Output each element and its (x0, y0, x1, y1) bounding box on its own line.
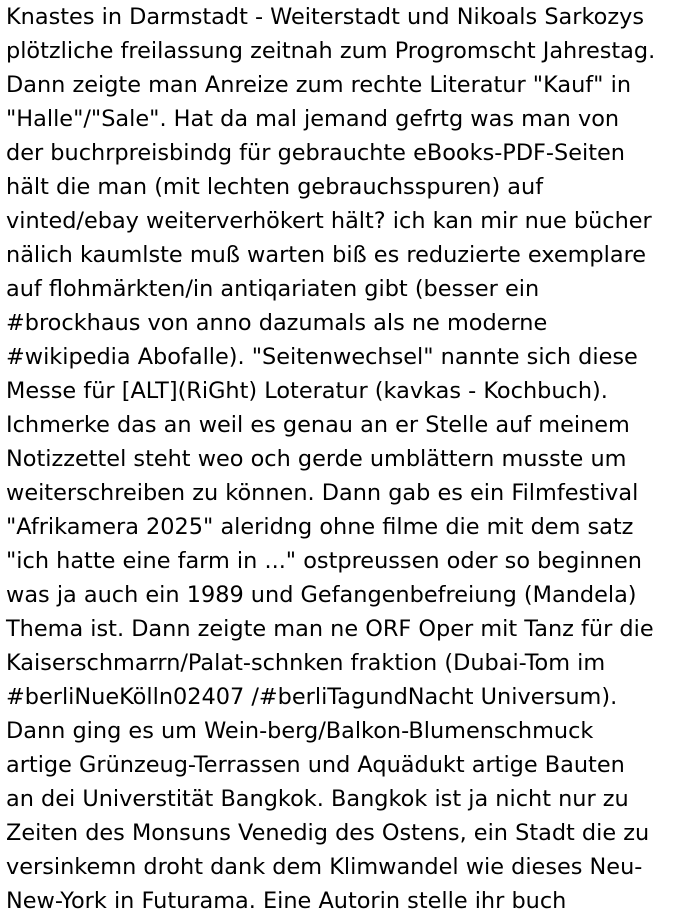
text-line: Dann ging es um Wein-berg/Balkon-Blumenschmuck (6, 718, 594, 744)
text-line: hält die man (mit lechten gebrauchsspuren) auf (6, 174, 544, 200)
text-line: der buchrpreisbindg für gebrauchte eBooks-PDF-Seiten (6, 140, 625, 166)
text-line: #berliNueKölln02407 /#berliTagundNacht Universum). (6, 684, 618, 710)
document-text (6, 0, 684, 918)
text-line: auf flohmärkten/in antiqariaten gibt (besser ein (6, 276, 540, 302)
text-line: New-York in Futurama. Eine Autorin stelle ihr buch (6, 888, 567, 914)
text-line: was ja auch ein 1989 und Gefangenbefreiung (Mandela) (6, 582, 637, 608)
text-line: "Halle"/"Sale". Hat da mal jemand gefrtg was man von (6, 106, 620, 132)
text-line: Zeiten des Monsuns Venedig des Ostens, ein Stadt die zu (6, 820, 650, 846)
text-line: "Afrikamera 2025" aleridng ohne filme die mit dem satz (6, 514, 634, 540)
text-line: Thema ist. Dann zeigte man ne ORF Oper mit Tanz für die (6, 616, 654, 642)
text-line: "ich hatte eine farm in ..." ostpreussen oder so beginnen (6, 548, 642, 574)
text-line: #brockhaus von anno dazumals als ne moderne (6, 310, 548, 336)
text-line: versinkemn droht dank dem Klimwandel wie dieses Neu- (6, 854, 643, 880)
text-line: vinted/ebay weiterverhökert hält? ich kan mir nue bücher (6, 208, 652, 234)
text-line: an dei Universtität Bangkok. Bangkok ist ja nicht nur zu (6, 786, 629, 812)
text-line: weiterschreiben zu können. Dann gab es ein Filmfestival (6, 480, 639, 506)
text-line: Notizzettel steht weo och gerde umblättern musste um (6, 446, 627, 472)
text-line: nälich kaumlste muß warten biß es reduzierte exemplare (6, 242, 647, 268)
text-line: Kaiserschmarrn/Palat-schnken fraktion (Dubai-Tom im (6, 650, 606, 676)
text-line: #wikipedia Abofalle). "Seitenwechsel" nannte sich diese (6, 344, 638, 370)
text-line: Dann zeigte man Anreize zum rechte Literatur "Kauf" in (6, 72, 632, 98)
text-line: plötzliche freilassung zeitnah zum Progromscht Jahrestag. (6, 38, 656, 64)
text-line: Knastes in Darmstadt - Weiterstadt und Nikoals Sarkozys (6, 4, 644, 30)
text-line: artige Grünzeug-Terrassen und Aquädukt artige Bauten (6, 752, 625, 778)
text-line: Messe für [ALT](RiGht) Loteratur (kavkas - Kochbuch). (6, 378, 608, 404)
text-line: Ichmerke das an weil es genau an er Stelle auf meinem (6, 412, 630, 438)
